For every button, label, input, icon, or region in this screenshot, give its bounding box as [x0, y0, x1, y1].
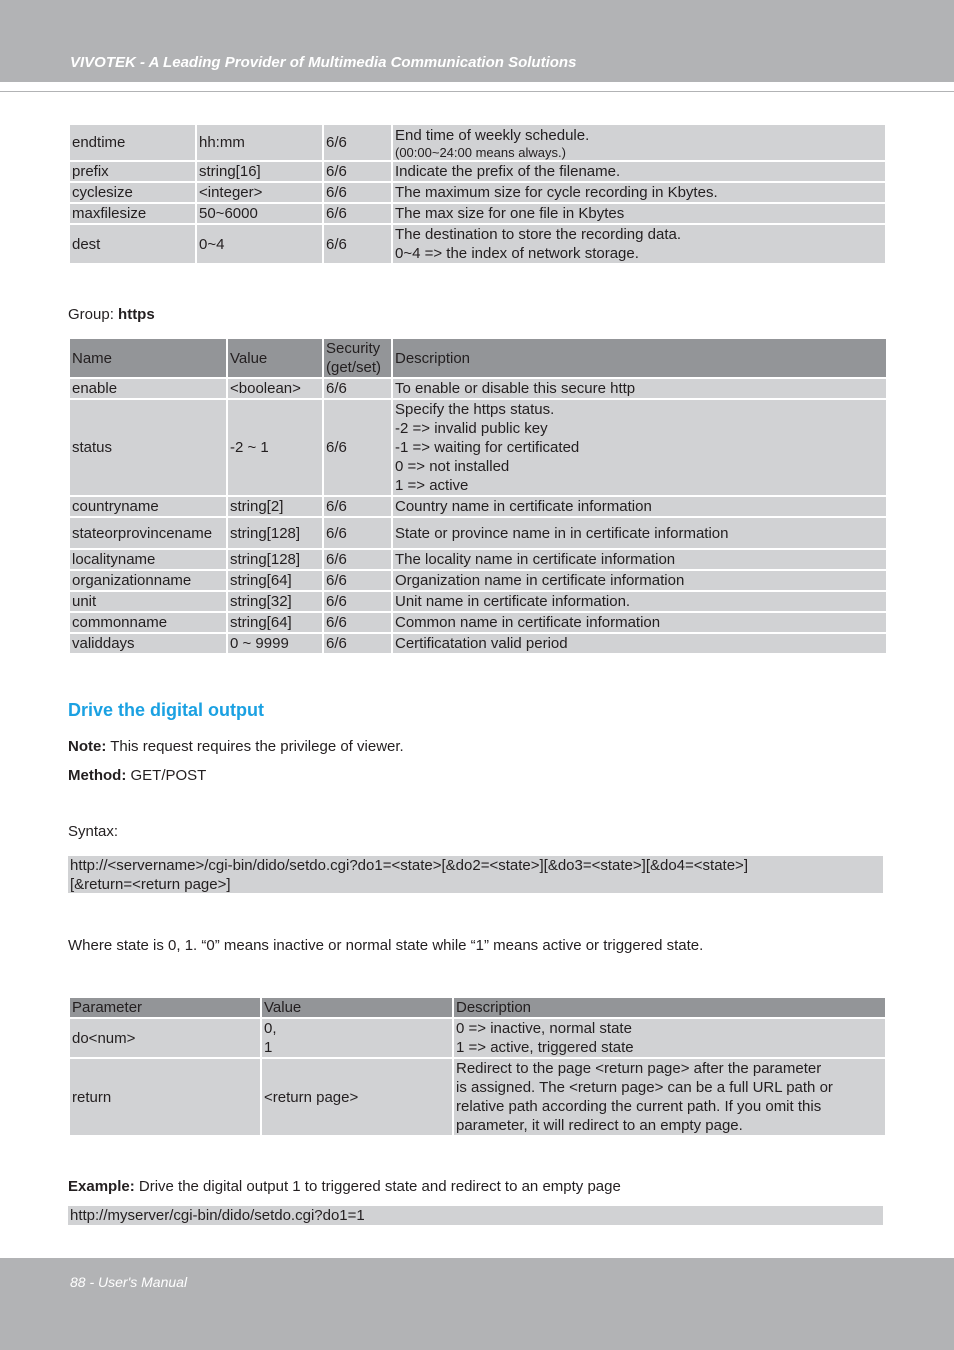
param-name: prefix — [70, 162, 195, 181]
table-row — [70, 125, 885, 160]
column-header-security — [324, 339, 391, 377]
param-value: 0 ~ 9999 — [228, 634, 322, 653]
description-note: (00:00~24:00 means always.) — [395, 144, 566, 160]
param-value: string[64] — [228, 571, 322, 590]
param-name: countryname — [70, 497, 226, 516]
param-name: return — [70, 1059, 260, 1135]
section-title: Drive the digital output — [68, 700, 264, 720]
table-row — [70, 379, 886, 398]
description-line: The destination to store the recording data. — [395, 226, 682, 243]
group-name: https — [118, 306, 155, 323]
table-row — [70, 225, 885, 263]
storage-params-table — [68, 123, 887, 265]
param-description — [454, 1019, 885, 1057]
param-value: string[16] — [197, 162, 322, 181]
state-explanation: Where state is 0, 1. “0” means inactive or normal state while “1” means active or triggered state. — [68, 937, 704, 954]
param-security: 6/6 — [324, 379, 391, 398]
note-label: Note: — [68, 738, 107, 755]
param-name: do<num> — [70, 1019, 260, 1057]
param-security: 6/6 — [324, 125, 391, 160]
group-label — [68, 306, 155, 323]
description-line: -2 => invalid public key — [395, 420, 548, 437]
param-security: 6/6 — [324, 183, 391, 202]
param-name: status — [70, 400, 226, 495]
param-value: string[128] — [228, 550, 322, 569]
param-description: Organization name in certificate information — [393, 571, 886, 590]
description-line: End time of weekly schedule. — [395, 126, 590, 144]
column-header-value: Value — [262, 998, 452, 1017]
page-number-label: 88 - User's Manual — [70, 1274, 188, 1290]
description-line: Specify the https status. — [395, 401, 555, 418]
param-description: The max size for one file in Kbytes — [393, 204, 885, 223]
syntax-code-box — [68, 856, 883, 893]
column-header-description: Description — [454, 998, 885, 1017]
param-security: 6/6 — [324, 550, 391, 569]
table-row — [70, 1059, 885, 1135]
value-line: 0, — [264, 1020, 277, 1037]
table-row — [70, 592, 886, 611]
param-description: Unit name in certificate information. — [393, 592, 886, 611]
param-description: State or province name in in certificate information — [393, 518, 886, 548]
header-line: Security — [326, 340, 381, 357]
column-header-value: Value — [228, 339, 322, 377]
param-name: endtime — [70, 125, 195, 160]
syntax-label: Syntax: — [68, 823, 119, 840]
header-divider — [0, 91, 954, 92]
table-header-row — [70, 998, 885, 1017]
code-line: http://myserver/cgi-bin/dido/setdo.cgi?do1=1 — [70, 1207, 365, 1224]
param-name: dest — [70, 225, 195, 263]
param-name: stateorprovincename — [70, 518, 226, 548]
param-description: The maximum size for cycle recording in Kbytes. — [393, 183, 885, 202]
param-name: enable — [70, 379, 226, 398]
param-value: hh:mm — [197, 125, 322, 160]
param-description: Indicate the prefix of the filename. — [393, 162, 885, 181]
example-paragraph — [68, 1178, 621, 1195]
param-value: string[2] — [228, 497, 322, 516]
column-header-description: Description — [393, 339, 886, 377]
param-description — [393, 400, 886, 495]
description-line: 1 => active, triggered state — [456, 1039, 634, 1056]
description-line: 0~4 => the index of network storage. — [395, 245, 639, 262]
param-description: The locality name in certificate information — [393, 550, 886, 569]
table-row — [70, 204, 885, 223]
param-value: <integer> — [197, 183, 322, 202]
table-header-row — [70, 339, 886, 377]
param-description — [393, 125, 885, 160]
dido-params-table — [68, 996, 887, 1137]
column-header-parameter: Parameter — [70, 998, 260, 1017]
description-line: 0 => inactive, normal state — [456, 1020, 632, 1037]
param-description — [393, 225, 885, 263]
param-security: 6/6 — [324, 592, 391, 611]
param-name: localityname — [70, 550, 226, 569]
method-label: Method: — [68, 767, 127, 784]
param-value: string[64] — [228, 613, 322, 632]
param-name: commonname — [70, 613, 226, 632]
param-name: organizationname — [70, 571, 226, 590]
https-params-table — [68, 337, 888, 655]
param-description: Certificatation valid period — [393, 634, 886, 653]
param-security: 6/6 — [324, 613, 391, 632]
table-row — [70, 162, 885, 181]
note-paragraph — [68, 738, 404, 755]
param-security: 6/6 — [324, 204, 391, 223]
param-value: 50~6000 — [197, 204, 322, 223]
param-description: To enable or disable this secure http — [393, 379, 886, 398]
param-description — [454, 1059, 885, 1135]
param-security: 6/6 — [324, 571, 391, 590]
param-value: string[32] — [228, 592, 322, 611]
column-header-name: Name — [70, 339, 226, 377]
page-footer — [0, 1258, 954, 1350]
param-description: Common name in certificate information — [393, 613, 886, 632]
param-value — [262, 1019, 452, 1057]
table-row — [70, 183, 885, 202]
param-value: <return page> — [262, 1059, 452, 1135]
param-value: string[128] — [228, 518, 322, 548]
value-line: 1 — [264, 1039, 273, 1056]
description-line: 1 => active — [395, 477, 469, 494]
code-line: http://<servername>/cgi-bin/dido/setdo.cgi?do1=<state>[&do2=<state>][&do3=<state>][&do4=<state>] — [70, 857, 748, 874]
table-row — [70, 400, 886, 495]
param-name: unit — [70, 592, 226, 611]
code-line: [&return=<return page>] — [70, 876, 231, 893]
param-name: maxfilesize — [70, 204, 195, 223]
param-security: 6/6 — [324, 400, 391, 495]
method-paragraph — [68, 767, 206, 784]
table-row — [70, 634, 886, 653]
method-text: GET/POST — [126, 767, 207, 784]
table-row — [70, 613, 886, 632]
example-code-box — [68, 1206, 883, 1225]
param-value: -2 ~ 1 — [228, 400, 322, 495]
param-name: cyclesize — [70, 183, 195, 202]
param-description: Country name in certificate information — [393, 497, 886, 516]
param-security: 6/6 — [324, 497, 391, 516]
table-row — [70, 571, 886, 590]
group-prefix: Group: — [68, 306, 119, 323]
table-row — [70, 497, 886, 516]
description-line: relative path according the current path. If you omit this — [456, 1098, 822, 1115]
param-value: 0~4 — [197, 225, 322, 263]
param-security: 6/6 — [324, 225, 391, 263]
example-text: Drive the digital output 1 to triggered state and redirect to an empty page — [134, 1178, 621, 1195]
param-name: validdays — [70, 634, 226, 653]
description-line: 0 => not installed — [395, 458, 510, 475]
param-value: <boolean> — [228, 379, 322, 398]
example-label: Example: — [68, 1178, 135, 1195]
description-line: -1 => waiting for certificated — [395, 439, 580, 456]
header-title: VIVOTEK - A Leading Provider of Multimedia Communication Solutions — [70, 54, 577, 71]
table-row — [70, 518, 886, 548]
param-security: 6/6 — [324, 162, 391, 181]
param-security: 6/6 — [324, 518, 391, 548]
description-line: parameter, it will redirect to an empty page. — [456, 1117, 743, 1134]
note-text: This request requires the privilege of viewer. — [106, 738, 404, 755]
param-security: 6/6 — [324, 634, 391, 653]
table-row — [70, 550, 886, 569]
description-line: is assigned. The <return page> can be a full URL path or — [456, 1079, 833, 1096]
table-row — [70, 1019, 885, 1057]
header-line: (get/set) — [326, 359, 382, 376]
description-line: Redirect to the page <return page> after the parameter — [456, 1060, 822, 1077]
page-header — [0, 0, 954, 82]
